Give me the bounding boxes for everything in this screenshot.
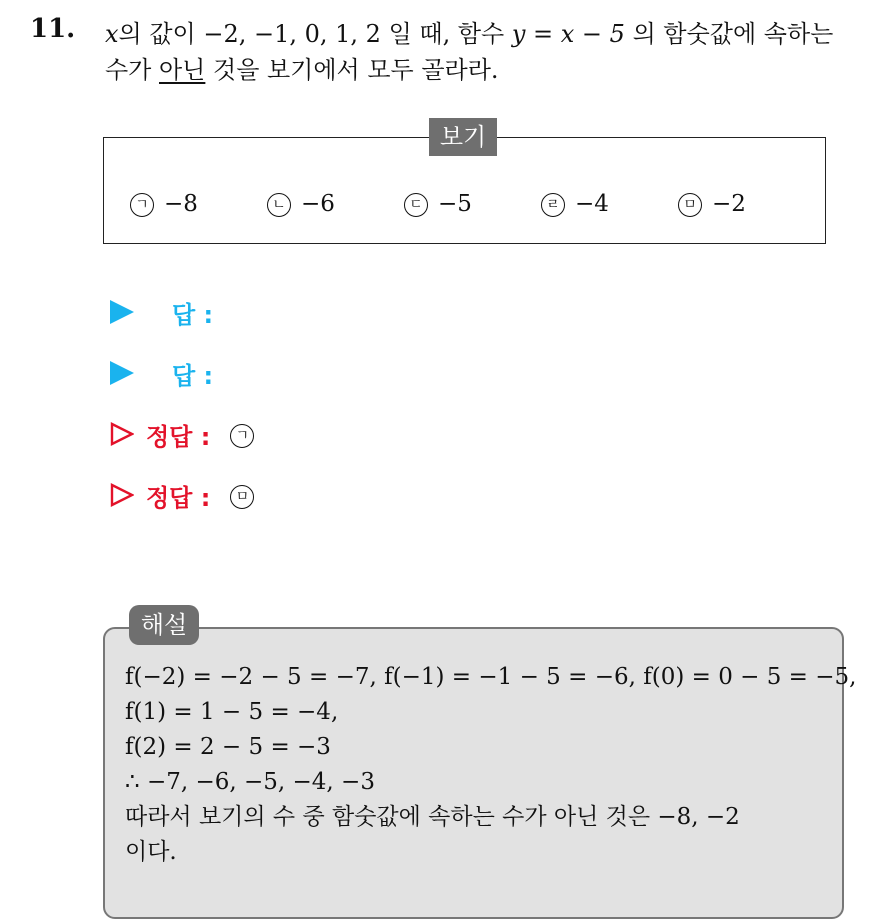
answer-label: 답 :: [172, 300, 214, 329]
choice-marker: ㅁ: [678, 193, 702, 217]
question-text-1: 의 값이 −2, −1, 0, 1, 2 일 때, 함수: [118, 20, 512, 48]
explanation-line: ∴ −7, −6, −5, −4, −3: [125, 769, 375, 795]
choice-value: −2: [712, 191, 746, 217]
question-number: 11.: [30, 14, 76, 44]
explanation-title: 해설: [129, 605, 199, 645]
correct-answer-label: 정답 :: [146, 483, 211, 512]
bogi-item: [404, 187, 472, 221]
answer-marker: ㄱ: [230, 424, 254, 448]
bogi-item: [130, 187, 198, 221]
explanation-line: f(1) = 1 − 5 = −4,: [125, 699, 339, 725]
triangle-outline-icon: [110, 483, 134, 507]
question-text: [105, 16, 884, 88]
choice-marker: ㄱ: [130, 193, 154, 217]
triangle-outline-icon: [110, 422, 134, 446]
var-x: x: [105, 20, 119, 48]
explanation-line: f(2) = 2 − 5 = −3: [125, 734, 331, 760]
correct-answer-label: 정답 :: [146, 422, 211, 451]
choice-value: −6: [301, 191, 335, 217]
explanation-line: f(−2) = −2 − 5 = −7, f(−1) = −1 − 5 = −6, f(0) = 0 − 5 = −5,: [125, 664, 857, 690]
choice-marker: ㄹ: [541, 193, 565, 217]
explanation-body: [125, 660, 857, 870]
choice-marker: ㄴ: [267, 193, 291, 217]
correct-answer-value: [230, 420, 254, 448]
explanation-line: 따라서 보기의 수 중 함숫값에 속하는 수가 아닌 것은 −8, −2: [125, 804, 740, 830]
bogi-item: [267, 187, 335, 221]
bogi-item: [678, 187, 746, 221]
play-triangle-icon: [110, 361, 134, 385]
choice-value: −4: [575, 191, 609, 217]
question-text-2: 의 함숫값에 속하는: [624, 20, 834, 48]
bogi-item: [541, 187, 609, 221]
bogi-items: [130, 187, 810, 221]
explanation-line: 이다.: [125, 839, 177, 865]
underlined-word: 아닌: [159, 56, 206, 84]
bogi-title: 보기: [429, 118, 497, 156]
correct-answer-row: [110, 475, 254, 515]
play-triangle-icon: [110, 300, 134, 324]
choice-value: −5: [438, 191, 472, 217]
correct-answer-row: [110, 414, 254, 454]
function-expression: y = x − 5: [511, 20, 625, 48]
correct-answer-value: [230, 481, 254, 509]
question-text-4: 것을 보기에서 모두 골라라.: [205, 56, 499, 84]
answer-label: 답 :: [172, 361, 214, 390]
answer-row: [110, 292, 213, 332]
choice-value: −8: [164, 191, 198, 217]
question-text-3: 수가: [105, 56, 159, 84]
choice-marker: ㄷ: [404, 193, 428, 217]
answer-marker: ㅁ: [230, 485, 254, 509]
answer-row: [110, 353, 213, 393]
